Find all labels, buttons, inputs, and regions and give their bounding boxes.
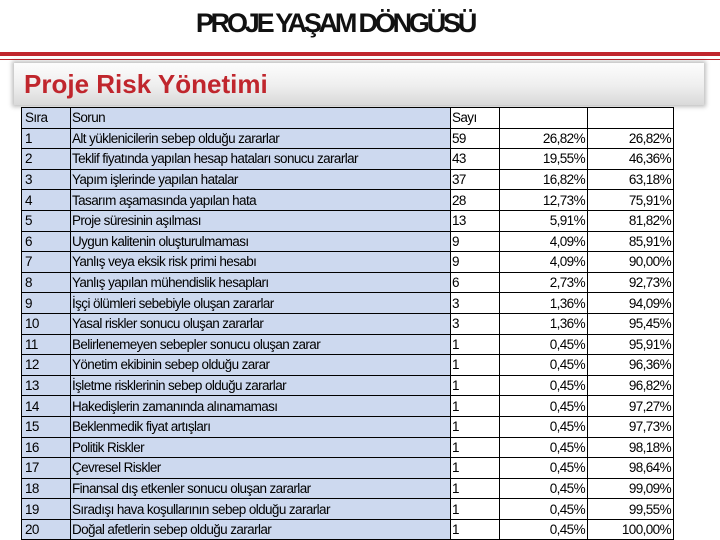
header-sayi: Sayı <box>451 108 500 129</box>
cell-percentage: 19,55% <box>500 149 588 170</box>
cell-cumulative: 96,82% <box>588 375 674 396</box>
table-header-row <box>22 108 674 129</box>
cell-sorun: Yanlış veya eksik risk primi hesabı <box>71 252 451 273</box>
cell-sira: 9 <box>22 293 71 314</box>
cell-sayi: 1 <box>451 416 500 437</box>
cell-sorun: Tasarım aşamasında yapılan hata <box>71 190 451 211</box>
cell-sayi: 3 <box>451 313 500 334</box>
cell-sayi: 1 <box>451 519 500 540</box>
table-row <box>22 499 674 520</box>
cell-sorun: Proje süresinin aşılması <box>71 210 451 231</box>
cell-sira: 20 <box>22 519 71 540</box>
cell-sira: 5 <box>22 210 71 231</box>
table-row <box>22 396 674 417</box>
table-row <box>22 210 674 231</box>
cell-sorun: Çevresel Riskler <box>71 458 451 479</box>
cell-cumulative: 81,82% <box>588 210 674 231</box>
table-row <box>22 355 674 376</box>
cell-sorun: İşletme risklerinin sebep olduğu zararlar <box>71 375 451 396</box>
cell-sira: 17 <box>22 458 71 479</box>
cell-percentage: 0,45% <box>500 375 588 396</box>
cell-percentage: 0,45% <box>500 458 588 479</box>
cell-sira: 8 <box>22 272 71 293</box>
cell-sayi: 9 <box>451 252 500 273</box>
cell-percentage: 4,09% <box>500 231 588 252</box>
header-sorun: Sorun <box>71 108 451 129</box>
table-row <box>22 416 674 437</box>
table-row <box>22 313 674 334</box>
cell-sorun: Teklif fiyatında yapılan hesap hataları sonucu zararlar <box>71 149 451 170</box>
cell-sira: 3 <box>22 169 71 190</box>
cell-sira: 4 <box>22 190 71 211</box>
cell-sira: 6 <box>22 231 71 252</box>
cell-percentage: 0,45% <box>500 499 588 520</box>
section-banner <box>14 63 704 105</box>
cell-percentage: 1,36% <box>500 293 588 314</box>
title-divider-thin <box>0 59 720 60</box>
cell-sayi: 1 <box>451 355 500 376</box>
cell-sira: 11 <box>22 334 71 355</box>
cell-sira: 19 <box>22 499 71 520</box>
cell-sira: 14 <box>22 396 71 417</box>
table-row <box>22 293 674 314</box>
cell-cumulative: 75,91% <box>588 190 674 211</box>
header-cumulative <box>588 108 674 129</box>
header-percentage <box>500 108 588 129</box>
cell-cumulative: 90,00% <box>588 252 674 273</box>
table-row <box>22 190 674 211</box>
cell-percentage: 2,73% <box>500 272 588 293</box>
cell-percentage: 16,82% <box>500 169 588 190</box>
cell-cumulative: 92,73% <box>588 272 674 293</box>
table-row <box>22 149 674 170</box>
cell-cumulative: 100,00% <box>588 519 674 540</box>
cell-sira: 13 <box>22 375 71 396</box>
cell-sayi: 37 <box>451 169 500 190</box>
cell-sayi: 3 <box>451 293 500 314</box>
cell-sorun: Politik Riskler <box>71 437 451 458</box>
cell-percentage: 0,45% <box>500 478 588 499</box>
cell-sorun: Doğal afetlerin sebep olduğu zararlar <box>71 519 451 540</box>
cell-percentage: 0,45% <box>500 416 588 437</box>
cell-sayi: 1 <box>451 437 500 458</box>
cell-cumulative: 96,36% <box>588 355 674 376</box>
cell-cumulative: 98,64% <box>588 458 674 479</box>
cell-sorun: Finansal dış etkenler sonucu oluşan zararlar <box>71 478 451 499</box>
table-row <box>22 519 674 540</box>
risk-table <box>21 107 674 540</box>
table-row <box>22 252 674 273</box>
table-row <box>22 169 674 190</box>
cell-sorun: Yanlış yapılan mühendislik hesapları <box>71 272 451 293</box>
cell-sayi: 59 <box>451 128 500 149</box>
cell-sira: 16 <box>22 437 71 458</box>
cell-sayi: 43 <box>451 149 500 170</box>
cell-percentage: 12,73% <box>500 190 588 211</box>
risk-table-body <box>22 128 674 540</box>
table-row <box>22 375 674 396</box>
cell-percentage: 0,45% <box>500 355 588 376</box>
table-row <box>22 231 674 252</box>
cell-percentage: 4,09% <box>500 252 588 273</box>
table-row <box>22 458 674 479</box>
cell-cumulative: 85,91% <box>588 231 674 252</box>
cell-cumulative: 95,45% <box>588 313 674 334</box>
cell-sira: 10 <box>22 313 71 334</box>
cell-sira: 1 <box>22 128 71 149</box>
cell-sorun: Uygun kalitenin oluşturulmaması <box>71 231 451 252</box>
cell-percentage: 26,82% <box>500 128 588 149</box>
cell-sira: 7 <box>22 252 71 273</box>
cell-cumulative: 98,18% <box>588 437 674 458</box>
cell-sira: 18 <box>22 478 71 499</box>
title-divider-thick <box>0 52 720 56</box>
cell-sorun: Sıradışı hava koşullarının sebep olduğu zararlar <box>71 499 451 520</box>
cell-sorun: Yasal riskler sonucu oluşan zararlar <box>71 313 451 334</box>
section-title: Proje Risk Yönetimi <box>24 69 268 99</box>
cell-cumulative: 97,27% <box>588 396 674 417</box>
cell-percentage: 1,36% <box>500 313 588 334</box>
cell-sayi: 28 <box>451 190 500 211</box>
cell-sira: 12 <box>22 355 71 376</box>
cell-percentage: 0,45% <box>500 519 588 540</box>
cell-sayi: 1 <box>451 458 500 479</box>
cell-cumulative: 26,82% <box>588 128 674 149</box>
cell-sayi: 6 <box>451 272 500 293</box>
cell-cumulative: 95,91% <box>588 334 674 355</box>
cell-cumulative: 99,55% <box>588 499 674 520</box>
cell-sira: 2 <box>22 149 71 170</box>
cell-sayi: 1 <box>451 334 500 355</box>
cell-percentage: 5,91% <box>500 210 588 231</box>
page-title: PROJE YAŞAM DÖNGÜSÜ <box>195 8 475 38</box>
cell-sorun: Yönetim ekibinin sebep olduğu zarar <box>71 355 451 376</box>
table-row <box>22 272 674 293</box>
cell-cumulative: 99,09% <box>588 478 674 499</box>
cell-sayi: 1 <box>451 478 500 499</box>
cell-cumulative: 94,09% <box>588 293 674 314</box>
cell-sayi: 1 <box>451 396 500 417</box>
cell-sayi: 1 <box>451 375 500 396</box>
cell-sayi: 1 <box>451 499 500 520</box>
table-row <box>22 128 674 149</box>
cell-sira: 15 <box>22 416 71 437</box>
cell-percentage: 0,45% <box>500 396 588 417</box>
table-row <box>22 478 674 499</box>
header-sira: Sıra <box>22 108 71 129</box>
cell-sorun: İşçi ölümleri sebebiyle oluşan zararlar <box>71 293 451 314</box>
cell-percentage: 0,45% <box>500 437 588 458</box>
cell-sayi: 13 <box>451 210 500 231</box>
cell-sayi: 9 <box>451 231 500 252</box>
cell-sorun: Yapım işlerinde yapılan hatalar <box>71 169 451 190</box>
cell-percentage: 0,45% <box>500 334 588 355</box>
cell-cumulative: 97,73% <box>588 416 674 437</box>
table-row <box>22 437 674 458</box>
cell-sorun: Beklenmedik fiyat artışları <box>71 416 451 437</box>
cell-sorun: Alt yüklenicilerin sebep olduğu zararlar <box>71 128 451 149</box>
cell-sorun: Hakedişlerin zamanında alınamaması <box>71 396 451 417</box>
cell-cumulative: 46,36% <box>588 149 674 170</box>
cell-cumulative: 63,18% <box>588 169 674 190</box>
cell-sorun: Belirlenemeyen sebepler sonucu oluşan zarar <box>71 334 451 355</box>
table-row <box>22 334 674 355</box>
